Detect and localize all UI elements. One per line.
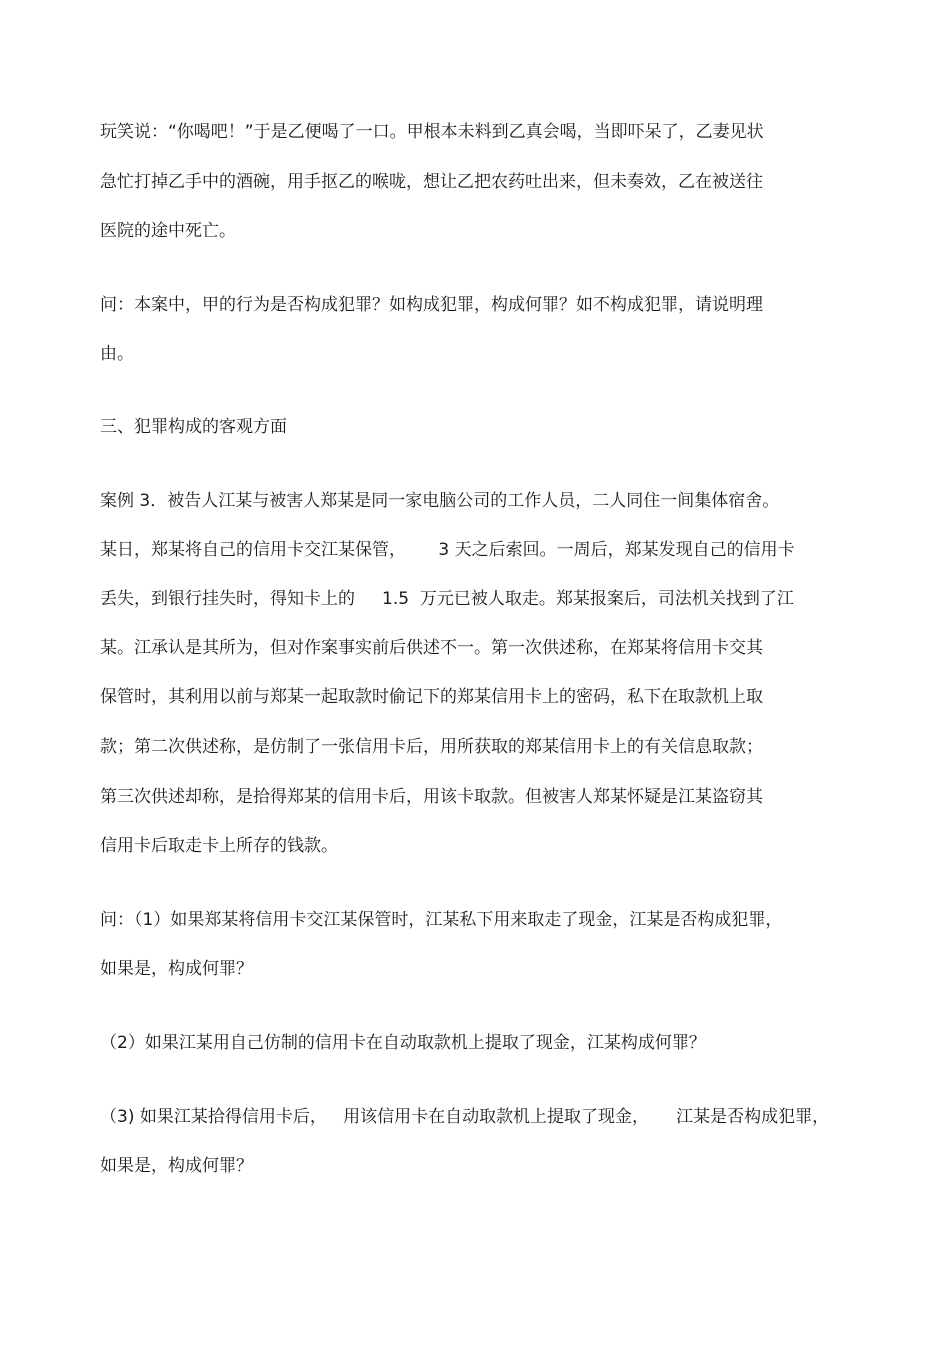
case-line-1: 案例 3．被告人江某与被害人郑某是同一家电脑公司的工作人员，二人同住一间集体宿舍。: [100, 491, 780, 511]
case-line-3: 丢失，到银行挂失时，得知卡上的 1.5 万元已被人取走。郑某报案后，司法机关找到了江: [100, 589, 794, 609]
question-3-line-2: 如果是，构成何罪？: [100, 1156, 253, 1176]
question-2-line: （2）如果江某用自己仿制的信用卡在自动取款机上提取了现金，江某构成何罪？: [100, 1033, 706, 1053]
question-3-line-1: （3) 如果江某拾得信用卡后， 用该信用卡在自动取款机上提取了现金， 江某是否构成犯罪，: [100, 1107, 830, 1127]
text-line-2: 急忙打掉乙手中的酒碗，用手抠乙的喉咙，想让乙把农药吐出来，但未奏效，乙在被送往: [100, 172, 763, 192]
case-line-2: 某日，郑某将自己的信用卡交江某保管， 3 天之后索回。一周后，郑某发现自己的信用卡: [100, 540, 795, 560]
text-line-1: 玩笑说：“你喝吧！”于是乙便喝了一口。甲根本未料到乙真会喝，当即吓呆了，乙妻见状: [100, 122, 764, 142]
text-line-3: 医院的途中死亡。: [100, 221, 236, 241]
case-line-6: 款；第二次供述称，是仿制了一张信用卡后，用所获取的郑某信用卡上的有关信息取款；: [100, 737, 763, 757]
case-line-7: 第三次供述却称，是拾得郑某的信用卡后，用该卡取款。但被害人郑某怀疑是江某盗窃其: [100, 787, 763, 807]
question-line-2: 由。: [100, 344, 134, 364]
section-heading: 三、犯罪构成的客观方面: [100, 417, 287, 437]
question-1-line-2: 如果是，构成何罪？: [100, 959, 253, 979]
case-line-8: 信用卡后取走卡上所存的钱款。: [100, 836, 338, 856]
question-1-line-1: 问：（1）如果郑某将信用卡交江某保管时，江某私下用来取走了现金，江某是否构成犯罪，: [100, 910, 783, 930]
question-line-1: 问：本案中，甲的行为是否构成犯罪？如构成犯罪，构成何罪？如不构成犯罪，请说明理: [100, 295, 763, 315]
case-line-5: 保管时，其利用以前与郑某一起取款时偷记下的郑某信用卡上的密码，私下在取款机上取: [100, 687, 763, 707]
case-line-4: 某。江承认是其所为，但对作案事实前后供述不一。第一次供述称，在郑某将信用卡交其: [100, 638, 763, 658]
